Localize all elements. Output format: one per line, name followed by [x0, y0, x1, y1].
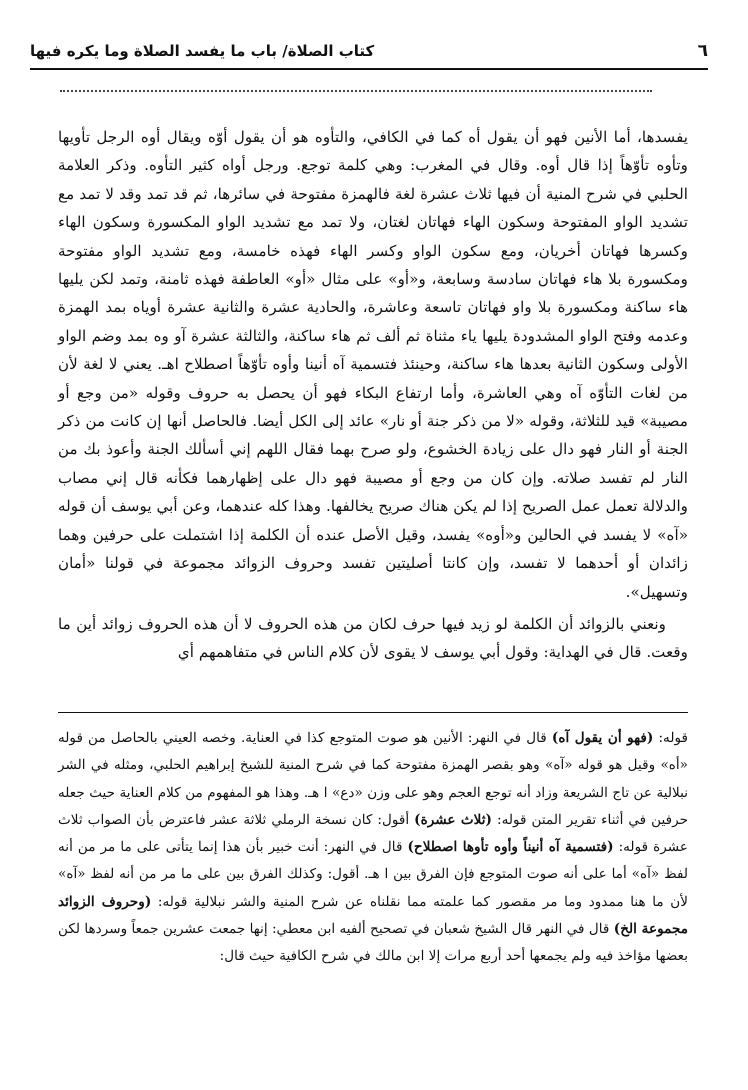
main-text [58, 123, 688, 667]
footnote-text: قال في النهر: أنت خبير بأن هذا إنما يتأتى على ما مر من أنه لفظ «آه» أما على أنه صوت المتوجع فإن الفرق بين ا هـ. أقول: وكذلك الفرق بين على ما مر من أنه لفظ «آه» لأن ما هنا ممدود وما مر مقصور كما علمته مما نقلناه عن شرح المنية والشر نبلالية قوله: [58, 839, 688, 910]
footnote-heading: (وحروف الزوائد مجموعة الخ) [58, 893, 689, 938]
footnotes [58, 725, 688, 971]
footnote-heading: (ثلاث عشرة) [414, 811, 492, 828]
running-head: كتاب الصلاة/ باب ما يفسد الصلاة وما يكره فيها [30, 42, 375, 60]
main-paragraph: ونعني بالزوائد أن الكلمة لو زيد فيها حرف لكان من هذه الحروف لا أن هذه الحروف زوائد أين ما وقعت. قال في الهداية: وقول أبي يوسف لا يقوى لأن كلام الناس في متفاهمهم أي [58, 614, 688, 662]
footnote-heading: (فتسمية آه أنيناً وأوه تأوها اصطلاح) [407, 839, 614, 856]
dotted-separator [60, 90, 652, 92]
page-number: ٦ [697, 41, 708, 61]
footnote-prefix: قوله: [658, 730, 688, 746]
footnote-heading: (فهو أن يقول آه) [551, 730, 654, 746]
footnote-rule [58, 712, 688, 713]
footnote-text: قال في النهر قال الشيخ شعبان في تصحيح ألفيه ابن معطي: إنها جمعت عشرين جمعاً وسردها لكن بعضها مؤاخذ فيه ولم يجمعها أحد أربع مرات إلا ابن مالك في شرح الكافية حيث قال: [58, 921, 688, 965]
header-rule [30, 68, 708, 70]
footnote-text: أقول: كان نسخة الرملي ثلاثة عشر فاعترض بأن الصواب ثلاث عشرة قوله: [58, 811, 688, 856]
footnote-paragraph [58, 725, 688, 971]
footnote-text: قال في النهر: الأنين هو صوت المتوجع كذا في العناية. وخصه العيني بالحاصل من قوله «أه» وقيل هو قوله «آه» وهو بقصر الهمزة مفتوحة كما في شرح المنية للشيخ إبراهيم الحلبي، ومثله في الشر نبلالية عن تاج الشريعة وزاد أنه توجع العجم وهو على وزن «دع» ا هـ. وهذا هو المفهوم من كلام العناية حيث جعله حرفين في أثناء تقرير المتن قوله: [58, 730, 689, 828]
main-paragraph: يفسدها، أما الأنين فهو أن يقول أه كما في الكافي، والتأوه هو أن يقول أوّه ويقال أوه الرجل تأويها وتأوه تأوّهاً إذا قال أوه. وقال في المغرب: وهي كلمة توجع. ورجل أواه كثير التأوه. وذكر العلامة الحلبي في شرح المنية أن فيها ثلاث عشرة لغة فالهمزة مفتوحة في سائرها، ثم قد تمد وقد لا تمد مع تشديد الواو المفتوحة وسكون الهاء فهاتان لغتان، ولا تمد مع تشديد الواو المكسورة وسكون الهاء وكسرها فهاتان أخريان، ومع سكون الواو وكسر الهاء فهذه خامسة، ومع تشديد الواو مفتوحة ومكسورة بلا هاء فهاتان سادسة وسابعة، و«أو» على مثال «أو» العاطفة فهذه ثامنة، وتمد لكن يليها هاء ساكنة ومكسورة بلا واو فهاتان تاسعة وعاشرة، والحادية عشرة والثانية عشرة أوياه بمد الهمزة وعدمه وفتح الواو المشدودة يليها ياء مثناة ثم ألف ثم هاء ساكنة، والثالثة عشرة آو وه بمد وضم الواو الأولى وسكون الثانية بعدها هاء ساكنة، وحينئذ فتسمية آه أنينا وأوه تأوّهاً اصطلاح اهـ. يعني لا لغة لأن من لغات التأوّه آه وهي العاشرة، وأما ارتفاع البكاء فهو أن يحصل به حروف وقوله «من وجع أو مصيبة» قيد للثلاثة، وقوله «لا من ذكر جنة أو نار» عائد إلى الكل أيضا. فالحاصل أنها إن كانت من ذكر الجنة أو النار فهو دال على زيادة الخشوع، ولو صرح بهما فقال اللهم إني أسألك الجنة وأعوذ بك من النار لم تفسد صلاته. وإن كان من وجع أو مصيبة فهو دال على إظهارهما فكأنه قال إني مصاب والدلالة تعمل عمل الصريح إذا لم يكن هناك صريح يخالفها. وهذا كله عندهما، وعن أبي يوسف أن قوله «آه» لا يفسد في الحالين و«أوه» يفسد، وقيل الأصل عنده أن الكلمة إذا اشتملت على حرفين وهما زائدان أو أحدهما لا تفسد، وإن كانتا أصليتين تفسد وحروف الزوائد مجموعة في قولنا «أمان وتسهيل». [58, 128, 688, 601]
